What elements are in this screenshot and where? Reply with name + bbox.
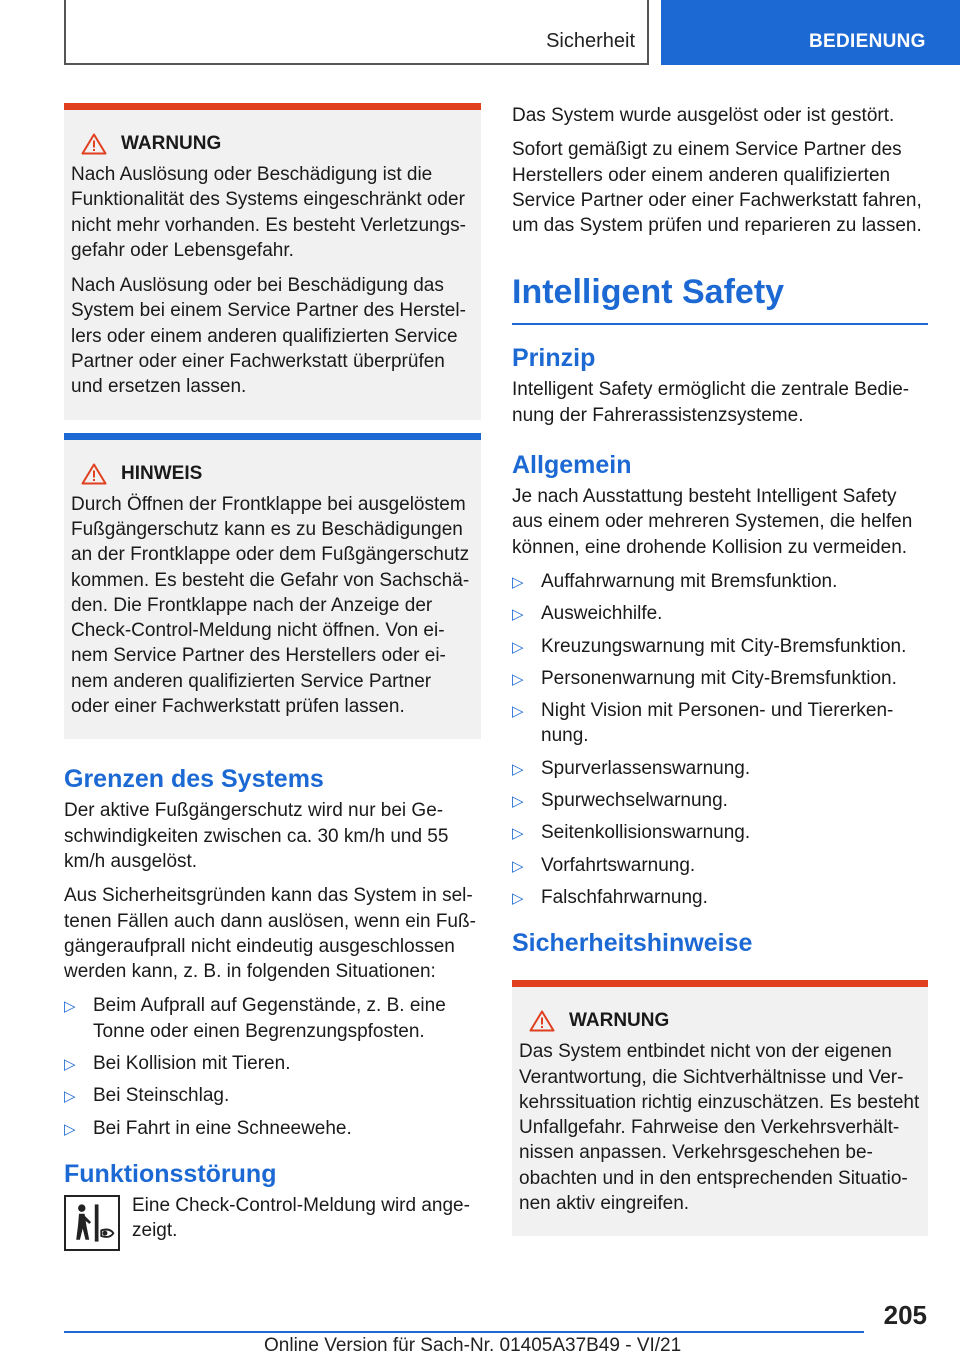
list-item: ▷ Vorfahrtswarnung. <box>512 853 928 878</box>
warning-triangle-icon <box>81 133 107 155</box>
safety-warning-text: Das System entbindet nicht von der eigenen Verantwortung, die Sichtverhältnisse und Ver-kehrssituation richtig einzuschätzen. Es besteht Unfallgefahr. Fahrweise den Verkehrsverhält-nissen anpassen. Verkehrsgeschehen be-obachten und in den entsprechenden Situatio-nen aktiv eingreifen. <box>519 1041 920 1215</box>
safety-warning-heading <box>519 1009 921 1033</box>
note-text: Durch Öffnen der Frontklappe bei ausgelöstem Fußgängerschutz kann es zu Beschädigungen an der Frontklappe oder dem Fußgängerschutz kommen. Es besteht die Gefahr von Sachschä-den. Die Frontklappe nach der Anzeige der Check-Control-Meldung nicht öffnen. Von ei-nem Service Partner des Herstellers oder ei-nem anderen qualifizierten Service Partner oder einer Fachwerkstatt prüfen lassen. <box>71 493 470 718</box>
triangle-bullet-icon: ▷ <box>512 857 524 875</box>
principle-text: Intelligent Safety ermöglicht die zentrale Bedie-nung der Fahrerassistenzsysteme. <box>512 379 910 426</box>
safety-warning-callout <box>512 980 928 1236</box>
warning-triangle-icon <box>529 1010 555 1032</box>
fault-row <box>64 1193 481 1253</box>
section-title: Sicherheit <box>546 30 635 52</box>
limits-list <box>64 993 481 1140</box>
triangle-bullet-icon: ▷ <box>64 1056 76 1074</box>
footer-text: Online Version für Sach-Nr. 01405A37B49 - VI/21 <box>264 1335 682 1356</box>
triangle-bullet-icon: ▷ <box>512 703 524 721</box>
triangle-bullet-icon: ▷ <box>64 1120 76 1138</box>
left-column <box>64 103 481 1253</box>
triangle-bullet-icon: ▷ <box>512 793 524 811</box>
warning-heading <box>71 132 474 156</box>
note-label: HINWEIS <box>121 462 203 484</box>
triangle-bullet-icon: ▷ <box>512 573 524 591</box>
list-item: ▷ Night Vision mit Personen- und Tiererken-nung. <box>512 700 894 747</box>
note-heading <box>71 462 474 486</box>
triangle-bullet-icon: ▷ <box>512 825 524 843</box>
footer-divider <box>64 1331 864 1333</box>
list-item: ▷ Falschfahrwarnung. <box>512 885 928 910</box>
pedestrian-protection-icon <box>64 1195 120 1251</box>
list-item: ▷ Kreuzungswarnung mit City-Bremsfunktion. <box>512 634 928 659</box>
triangle-bullet-icon: ▷ <box>512 670 524 688</box>
chapter-tab[interactable]: BEDIENUNG <box>661 0 960 65</box>
list-item: ▷ Bei Kollision mit Tieren. <box>64 1051 481 1076</box>
principle-heading: Prinzip <box>512 344 596 373</box>
safety-heading: Sicherheitshinweise <box>512 929 753 958</box>
triangle-bullet-icon: ▷ <box>512 889 524 907</box>
list-item: ▷ Personenwarnung mit City-Bremsfunktion. <box>512 666 928 691</box>
warning-callout <box>64 103 481 420</box>
list-item: ▷ Spurverlassenswarnung. <box>512 756 928 781</box>
list-item: ▷ Auffahrwarnung mit Bremsfunktion. <box>512 569 928 594</box>
list-item: ▷ Spurwechselwarnung. <box>512 788 928 813</box>
limits-text-1: Der aktive Fußgängerschutz wird nur bei Ge-schwindigkeiten zwischen ca. 30 km/h und 55 km/h ausgelöst. <box>64 800 449 872</box>
right-text-1: Das System wurde ausgelöst oder ist gestört. <box>512 105 895 126</box>
warning-label: WARNUNG <box>121 133 222 154</box>
safety-warning-label: WARNUNG <box>569 1010 670 1032</box>
header-section-box <box>64 0 649 65</box>
note-callout <box>64 433 481 740</box>
limits-heading: Grenzen des Systems <box>64 765 324 794</box>
fault-heading: Funktionsstörung <box>64 1159 277 1188</box>
triangle-bullet-icon: ▷ <box>64 998 76 1016</box>
list-item: ▷ Bei Steinschlag. <box>64 1083 481 1108</box>
general-heading: Allgemein <box>512 451 632 480</box>
triangle-bullet-icon: ▷ <box>512 606 524 624</box>
right-column <box>512 103 928 1236</box>
section-main-title: Intelligent Safety <box>512 272 928 325</box>
systems-list <box>512 569 928 910</box>
limits-text-2: Aus Sicherheitsgründen kann das System in sel-tenen Fällen auch dann auslösen, wenn ein Fuß-gängeraufprall nicht eindeutig ausgeschlossen werden kann, z. B. in folgenden Situationen: <box>64 885 476 983</box>
list-item: ▷ Beim Aufprall auf Gegenstände, z. B. eine Tonne oder einen Begrenzungspfosten. <box>64 995 446 1042</box>
warning-triangle-icon <box>81 463 107 485</box>
fault-text: Eine Check-Control-Meldung wird ange-zeigt. <box>132 1194 470 1242</box>
page-number: 205 <box>883 1300 927 1330</box>
right-text-2: Sofort gemäßigt zu einem Service Partner des Herstellers oder einem anderen qualifizierten Service Partner oder einer Fachwerkstatt fahren, um das System prüfen und reparieren zu lassen. <box>512 139 922 237</box>
list-item: ▷ Seitenkollisionswarnung. <box>512 820 928 845</box>
list-item: ▷ Bei Fahrt in eine Schneewehe. <box>64 1116 481 1141</box>
warning-text-1: Nach Auslösung oder Beschädigung ist die Funktionalität des Systems eingeschränkt oder nicht mehr vorhanden. Es besteht Verletzungs-gefahr oder Lebensgefahr. <box>71 164 467 261</box>
triangle-bullet-icon: ▷ <box>512 760 524 778</box>
triangle-bullet-icon: ▷ <box>64 1088 76 1106</box>
list-item: ▷ Ausweichhilfe. <box>512 601 928 626</box>
warning-text-2: Nach Auslösung oder bei Beschädigung das System bei einem Service Partner des Herstel-lers oder einem anderen qualifizierten Service Partner oder einer Fachwerkstatt überprüfen und ersetzen lassen. <box>71 275 466 398</box>
triangle-bullet-icon: ▷ <box>512 638 524 656</box>
general-text: Je nach Ausstattung besteht Intelligent Safety aus einem oder mehreren Systemen, die helfen können, eine drohende Kollision zu vermeiden. <box>512 486 913 558</box>
